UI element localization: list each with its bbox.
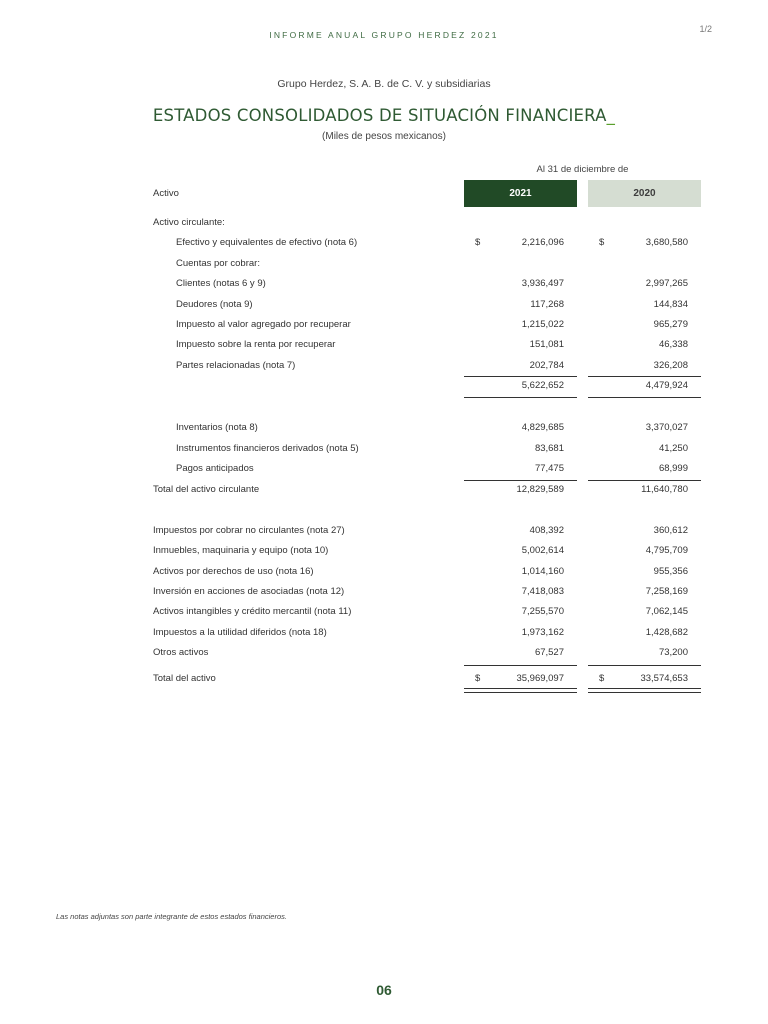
table-row (0, 459, 768, 479)
table-row (0, 295, 768, 315)
value-2020: 3,680,580 (645, 237, 688, 248)
subtotal-bottom-rule-2020 (588, 397, 701, 398)
table-row (0, 669, 768, 689)
row-label: Activos por derechos de uso (nota 16) (153, 566, 314, 577)
subtotal-rule-2020 (588, 376, 701, 377)
value-2021: 67,527 (534, 647, 564, 658)
table-row (0, 335, 768, 355)
value-2020: 46,338 (658, 339, 688, 350)
value-2021: 1,215,022 (521, 319, 564, 330)
row-label: Clientes (notas 6 y 9) (176, 278, 266, 289)
row-label: Impuestos por cobrar no circulantes (nota 27) (153, 525, 345, 536)
title-cursor: _ (606, 106, 616, 125)
page-count: 1/2 (699, 24, 712, 34)
currency-symbol-2020: $ (599, 673, 605, 684)
row-label: Efectivo y equivalentes de efectivo (nota 6) (176, 237, 358, 248)
row-label: Activos intangibles y crédito mercantil (nota 11) (153, 606, 352, 617)
value-2021: 83,681 (534, 443, 564, 454)
value-2021: 1,973,162 (521, 627, 564, 638)
value-2020: 326,208 (653, 360, 688, 371)
currency-symbol-2021: $ (475, 673, 481, 684)
page-number: 06 (376, 982, 392, 998)
value-2021: 4,829,685 (521, 422, 564, 433)
value-2021: 117,268 (530, 299, 564, 310)
currency-symbol-2020: $ (599, 237, 605, 248)
value-2020: 7,258,169 (645, 586, 688, 597)
value-2020: 33,574,653 (640, 673, 688, 684)
value-2021: 5,622,652 (521, 380, 564, 391)
footnote: Las notas adjuntas son parte integrante de estos estados financieros. (56, 912, 287, 921)
value-2020: 965,279 (653, 319, 688, 330)
row-label: Partes relacionadas (nota 7) (176, 360, 296, 371)
row-label: Total del activo (153, 673, 216, 684)
value-2020: 68,999 (658, 463, 688, 474)
value-2021: 151,081 (529, 339, 564, 350)
table-row (0, 643, 768, 663)
value-2021: 12,829,589 (516, 484, 564, 495)
running-header: INFORME ANUAL GRUPO HERDEZ 2021 (269, 30, 499, 40)
value-2020: 11,640,780 (641, 484, 688, 495)
row-label: Inventarios (nota 8) (176, 422, 258, 433)
total-assets-double-rule-2021 (464, 688, 577, 693)
row-label: Inmuebles, maquinaria y equipo (nota 10) (153, 545, 329, 556)
value-2020: 7,062,145 (645, 606, 688, 617)
total-assets-double-rule-2020 (588, 688, 701, 693)
table-row (0, 582, 768, 602)
column-header-2021: 2021 (464, 180, 577, 207)
page-title-text: ESTADOS CONSOLIDADOS DE SITUACIÓN FINANCIERA (152, 106, 607, 125)
value-2020: 144,834 (653, 299, 688, 310)
table-row (0, 562, 768, 582)
table-row (0, 376, 768, 396)
table-row (0, 233, 768, 253)
value-2020: 4,479,924 (645, 380, 688, 391)
total-assets-top-rule-2020 (588, 665, 701, 666)
table-row (0, 315, 768, 335)
value-2020: 73,200 (658, 647, 688, 658)
value-2021: 5,002,614 (521, 545, 564, 556)
row-label: Impuesto sobre la renta por recuperar (176, 339, 336, 350)
table-row (0, 356, 768, 376)
value-2020: 3,370,027 (645, 422, 688, 433)
value-2021: 7,418,083 (521, 586, 564, 597)
value-2020: 41,250 (658, 443, 688, 454)
value-2021: 7,255,570 (521, 606, 564, 617)
value-2021: 408,392 (529, 525, 564, 536)
table-row (0, 602, 768, 622)
row-label: Pagos anticipados (176, 463, 254, 474)
table-row (0, 213, 768, 233)
row-label: Deudores (nota 9) (176, 299, 253, 310)
row-label: Cuentas por cobrar: (176, 258, 260, 269)
value-2021: 77,475 (534, 463, 564, 474)
section-label-text: Activo (153, 188, 179, 199)
table-row (0, 439, 768, 459)
row-label: Instrumentos financieros derivados (nota 5) (176, 443, 359, 454)
value-2021: 35,969,097 (516, 673, 564, 684)
table-row (0, 418, 768, 438)
total-assets-top-rule-2021 (464, 665, 577, 666)
value-2021: 2,216,096 (521, 237, 564, 248)
value-2020: 1,428,682 (645, 627, 688, 638)
row-label: Total del activo circulante (153, 484, 260, 495)
row-label: Impuesto al valor agregado por recuperar (176, 319, 351, 330)
value-2020: 4,795,709 (645, 545, 688, 556)
row-label: Inversión en acciones de asociadas (nota 12) (153, 586, 345, 597)
row-label: Activo circulante: (153, 217, 225, 228)
row-label: Impuestos a la utilidad diferidos (nota 18) (153, 627, 327, 638)
value-2021: 1,014,160 (521, 566, 564, 577)
column-header-2020: 2020 (588, 180, 701, 207)
table-row (0, 521, 768, 541)
currency-symbol-2021: $ (475, 237, 481, 248)
subtotal-rule-2021 (464, 376, 577, 377)
units-note: (Miles de pesos mexicanos) (322, 131, 446, 142)
total-current-rule-2020 (588, 480, 701, 481)
table-row (0, 480, 768, 500)
table-row (0, 623, 768, 643)
subtotal-bottom-rule-2021 (464, 397, 577, 398)
table-row (0, 254, 768, 274)
value-2020: 2,997,265 (645, 278, 688, 289)
value-2020: 360,612 (653, 525, 688, 536)
value-2021: 3,936,497 (521, 278, 564, 289)
row-label: Otros activos (153, 647, 209, 658)
company-name: Grupo Herdez, S. A. B. de C. V. y subsidiarias (277, 78, 491, 90)
total-current-rule-2021 (464, 480, 577, 481)
value-2020: 955,356 (653, 566, 688, 577)
table-row (0, 541, 768, 561)
table-row (0, 274, 768, 294)
value-2021: 202,784 (529, 360, 564, 371)
period-label: Al 31 de diciembre de (536, 164, 629, 175)
page-title (0, 106, 768, 125)
